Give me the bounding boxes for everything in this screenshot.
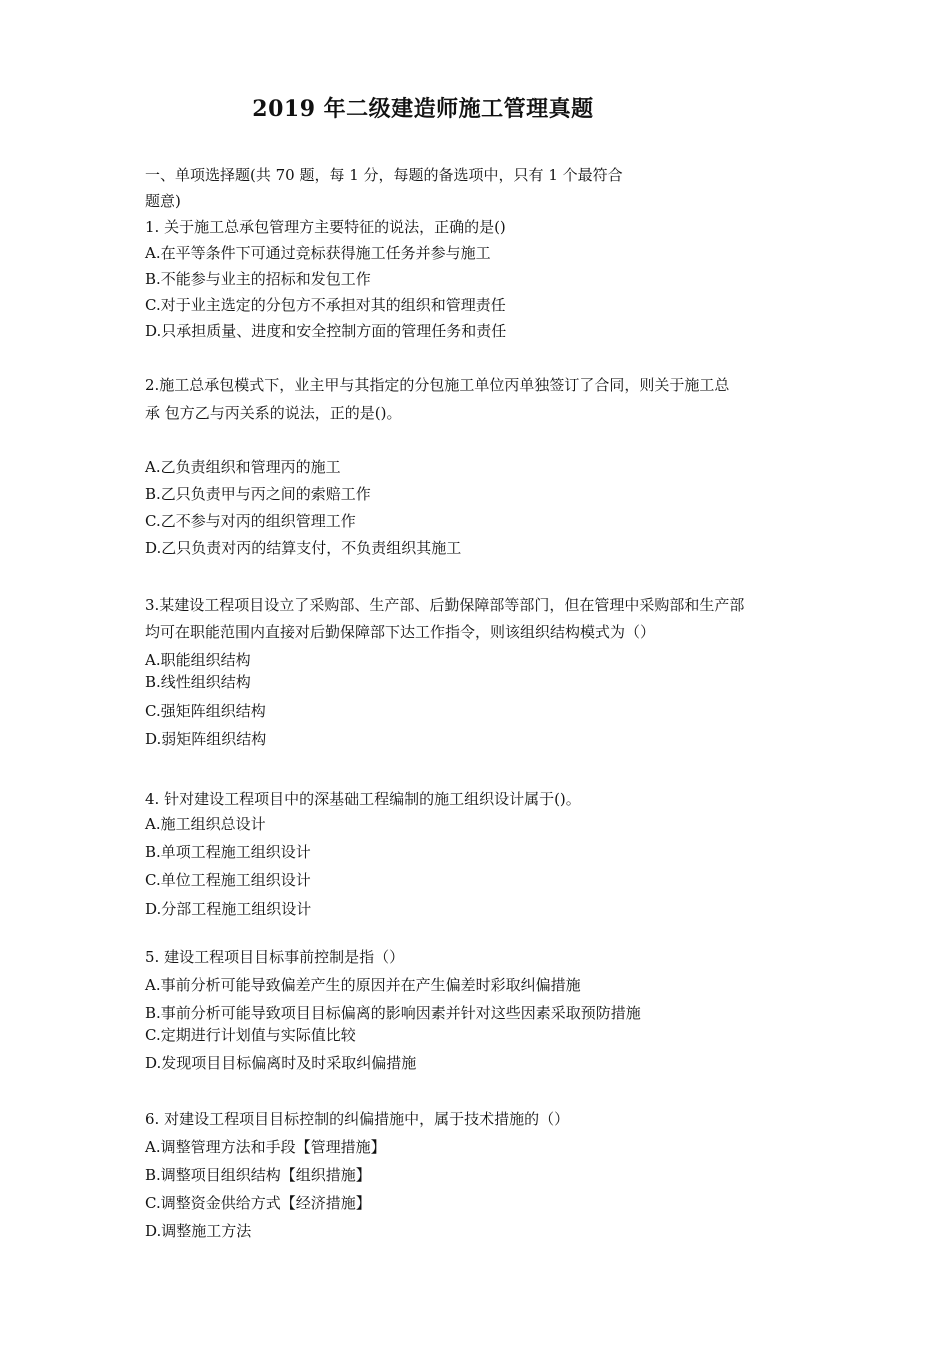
question-5-option-c: C.定期进行计划值与实际值比较 xyxy=(145,1026,356,1044)
question-4-option-d: D.分部工程施工组织设计 xyxy=(145,900,312,918)
question-2-option-a: A.乙负责组织和管理丙的施工 xyxy=(145,458,341,476)
question-4-option-c: C.单位工程施工组织设计 xyxy=(145,871,311,889)
question-1-option-c: C.对于业主选定的分包方不承担对其的组织和管理责任 xyxy=(145,296,506,314)
question-6-option-c: C.调整资金供给方式【经济措施】 xyxy=(145,1194,371,1212)
question-5-option-d: D.发现项目目标偏离时及时采取纠偏措施 xyxy=(145,1054,417,1072)
question-4-option-b: B.单项工程施工组织设计 xyxy=(145,843,311,861)
question-2-option-d: D.乙只负责对丙的结算支付，不负责组织其施工 xyxy=(145,539,462,557)
question-1-stem: 1. 关于施工总承包管理方主要特征的说法，正确的是() xyxy=(145,218,506,236)
question-3-stem-cont: 均可在职能范围内直接对后勤保障部下达工作指令，则该组织结构模式为（） xyxy=(145,623,656,641)
question-4-option-a: A.施工组织总设计 xyxy=(145,815,266,833)
question-3-option-b: B.线性组织结构 xyxy=(145,673,251,691)
section-heading: 一、单项选择题(共 70 题，每 1 分，每题的备选项中，只有 1 个最符合 xyxy=(145,166,623,184)
question-2-option-c: C.乙不参与对丙的组织管理工作 xyxy=(145,512,356,530)
question-1-option-b: B.不能参与业主的招标和发包工作 xyxy=(145,270,371,288)
question-3-option-a: A.职能组织结构 xyxy=(145,651,251,669)
question-3-option-d: D.弱矩阵组织结构 xyxy=(145,730,267,748)
question-4-stem: 4. 针对建设工程项目中的深基础工程编制的施工组织设计属于()。 xyxy=(145,790,581,808)
question-2-stem-cont: 承 包方乙与丙关系的说法，正的是()。 xyxy=(145,404,402,422)
section-heading-cont: 题意) xyxy=(145,192,181,210)
question-6-option-d: D.调整施工方法 xyxy=(145,1222,252,1240)
question-6-stem: 6. 对建设工程项目目标控制的纠偏措施中，属于技术措施的（） xyxy=(145,1110,570,1128)
question-2-stem: 2.施工总承包模式下，业主甲与其指定的分包施工单位丙单独签订了合同，则关于施工总 xyxy=(145,376,730,394)
question-3-stem: 3.某建设工程项目设立了采购部、生产部、后勤保障部等部门，但在管理中采购部和生产部 xyxy=(145,596,745,614)
document-title: 2019 年二级建造师施工管理真题 xyxy=(252,96,594,122)
question-5-stem: 5. 建设工程项目目标事前控制是指（） xyxy=(145,948,405,966)
question-1-option-a: A.在平等条件下可通过竞标获得施工任务并参与施工 xyxy=(145,244,491,262)
question-5-option-a: A.事前分析可能导致偏差产生的原因并在产生偏差时彩取纠偏措施 xyxy=(145,976,581,994)
question-3-option-c: C.强矩阵组织结构 xyxy=(145,702,266,720)
question-6-option-b: B.调整项目组织结构【组织措施】 xyxy=(145,1166,371,1184)
question-5-option-b: B.事前分析可能导致项目目标偏离的影响因素并针对这些因素采取预防措施 xyxy=(145,1004,641,1022)
question-1-option-d: D.只承担质量、进度和安全控制方面的管理任务和责任 xyxy=(145,322,507,340)
question-2-option-b: B.乙只负责甲与丙之间的索赔工作 xyxy=(145,485,371,503)
question-6-option-a: A.调整管理方法和手段【管理措施】 xyxy=(145,1138,386,1156)
